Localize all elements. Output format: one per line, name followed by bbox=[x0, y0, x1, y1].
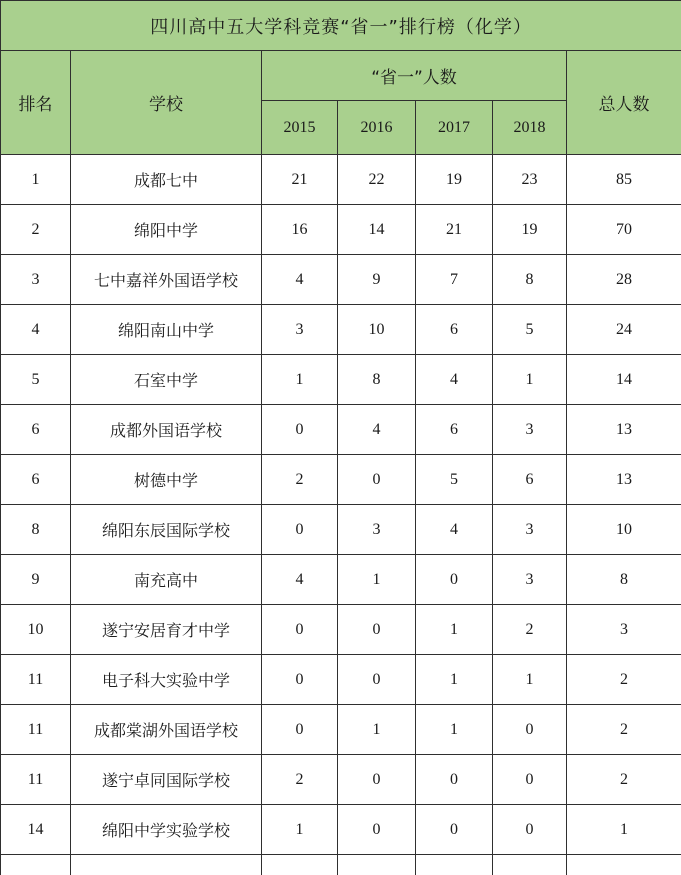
count-2016-cell: 9 bbox=[338, 255, 416, 305]
table-row bbox=[1, 655, 681, 705]
table-row bbox=[1, 805, 681, 855]
count-2017-cell: 6 bbox=[416, 405, 493, 455]
total-cell: 2 bbox=[567, 655, 681, 705]
count-2015-cell: 2 bbox=[262, 755, 338, 805]
table-row bbox=[1, 455, 681, 505]
count-2016-cell: 22 bbox=[338, 155, 416, 205]
rank-cell: 14 bbox=[1, 805, 71, 855]
total-cell: 28 bbox=[567, 255, 681, 305]
school-cell: 遂宁卓同国际学校 bbox=[71, 755, 262, 805]
rank-cell: 11 bbox=[1, 755, 71, 805]
count-2016-cell: 10 bbox=[338, 305, 416, 355]
count-2015-cell: 21 bbox=[262, 155, 338, 205]
school-cell: 成都外国语学校 bbox=[71, 405, 262, 455]
total-cell: 24 bbox=[567, 305, 681, 355]
count-2015-cell: 0 bbox=[262, 505, 338, 555]
school-cell: 绵阳中学 bbox=[71, 205, 262, 255]
group-header: “省一”人数 bbox=[262, 51, 567, 101]
total-cell: 13 bbox=[567, 405, 681, 455]
count-2017-cell: 0 bbox=[416, 555, 493, 605]
count-2016-cell: 0 bbox=[338, 455, 416, 505]
count-2018-cell: 1 bbox=[493, 655, 567, 705]
rank-cell: 9 bbox=[1, 555, 71, 605]
count-2017-cell: 4 bbox=[416, 505, 493, 555]
total-cell: 2 bbox=[567, 755, 681, 805]
school-cell: 成都棠湖外国语学校 bbox=[71, 705, 262, 755]
count-2017-cell: 7 bbox=[416, 255, 493, 305]
table-row bbox=[1, 605, 681, 655]
count-2018-cell: 3 bbox=[493, 555, 567, 605]
year-header-2018: 2018 bbox=[493, 101, 567, 155]
count-2015-cell: 16 bbox=[262, 205, 338, 255]
table-row bbox=[1, 505, 681, 555]
count-2016-cell: 0 bbox=[338, 605, 416, 655]
count-2016-cell: 14 bbox=[338, 205, 416, 255]
school-cell: 南充高中 bbox=[71, 555, 262, 605]
table-row bbox=[1, 755, 681, 805]
school-cell: 七中嘉祥外国语学校 bbox=[71, 255, 262, 305]
count-2016-cell: 1 bbox=[338, 705, 416, 755]
count-2017-cell: 4 bbox=[416, 355, 493, 405]
rank-cell: 10 bbox=[1, 605, 71, 655]
count-2018-cell: 0 bbox=[493, 805, 567, 855]
count-2018-cell: 0 bbox=[493, 755, 567, 805]
count-2017-cell: 1 bbox=[416, 605, 493, 655]
total-cell: 14 bbox=[567, 355, 681, 405]
count-2017-cell: 6 bbox=[416, 305, 493, 355]
count-2015-cell: 3 bbox=[262, 305, 338, 355]
count-2017-cell: 0 bbox=[416, 805, 493, 855]
total-cell: 13 bbox=[567, 455, 681, 505]
rank-cell: 1 bbox=[1, 155, 71, 205]
table-row bbox=[1, 555, 681, 605]
header-row-top bbox=[1, 51, 681, 101]
count-2015-cell: 4 bbox=[262, 255, 338, 305]
total-cell: 70 bbox=[567, 205, 681, 255]
count-2016-cell: 8 bbox=[338, 355, 416, 405]
count-2018-cell: 3 bbox=[493, 405, 567, 455]
count-2015-cell: 0 bbox=[262, 705, 338, 755]
count-2015-cell: 4 bbox=[262, 555, 338, 605]
rank-cell: 11 bbox=[1, 705, 71, 755]
count-2018-cell: 6 bbox=[493, 455, 567, 505]
table-row bbox=[1, 155, 681, 205]
rank-cell: 8 bbox=[1, 505, 71, 555]
rank-header: 排名 bbox=[1, 51, 71, 155]
rank-cell: 3 bbox=[1, 255, 71, 305]
count-2016-cell: 0 bbox=[338, 655, 416, 705]
table-title: 四川高中五大学科竞赛“省一”排行榜（化学） bbox=[1, 1, 681, 51]
total-cell: 10 bbox=[567, 505, 681, 555]
school-cell: 遂宁安居育才中学 bbox=[71, 605, 262, 655]
count-2017-cell: 1 bbox=[416, 705, 493, 755]
table-row bbox=[1, 255, 681, 305]
rank-cell: 5 bbox=[1, 355, 71, 405]
table-row bbox=[1, 355, 681, 405]
count-2015-cell: 1 bbox=[262, 805, 338, 855]
total-cell: 85 bbox=[567, 155, 681, 205]
rank-cell: 6 bbox=[1, 405, 71, 455]
count-2015-cell: 0 bbox=[262, 655, 338, 705]
count-2016-cell: 0 bbox=[338, 805, 416, 855]
school-cell: 石室中学 bbox=[71, 355, 262, 405]
school-header: 学校 bbox=[71, 51, 262, 155]
count-2018-cell: 1 bbox=[493, 355, 567, 405]
count-2015-cell: 2 bbox=[262, 455, 338, 505]
count-2018-cell: 23 bbox=[493, 155, 567, 205]
count-2016-cell: 0 bbox=[338, 755, 416, 805]
school-cell: 绵阳东辰国际学校 bbox=[71, 505, 262, 555]
school-cell: 电子科大实验中学 bbox=[71, 655, 262, 705]
total-cell: 2 bbox=[567, 705, 681, 755]
count-2017-cell: 1 bbox=[416, 655, 493, 705]
count-2015-cell: 0 bbox=[262, 605, 338, 655]
count-2017-cell: 0 bbox=[416, 755, 493, 805]
rank-cell: 6 bbox=[1, 455, 71, 505]
count-2016-cell: 3 bbox=[338, 505, 416, 555]
rank-cell: 2 bbox=[1, 205, 71, 255]
school-cell: 绵阳南山中学 bbox=[71, 305, 262, 355]
count-2016-cell: 1 bbox=[338, 555, 416, 605]
count-2018-cell: 19 bbox=[493, 205, 567, 255]
count-2017-cell: 5 bbox=[416, 455, 493, 505]
year-header-2015: 2015 bbox=[262, 101, 338, 155]
count-2016-cell: 4 bbox=[338, 405, 416, 455]
count-2017-cell: 19 bbox=[416, 155, 493, 205]
table-row bbox=[1, 305, 681, 355]
school-cell: 绵阳中学实验学校 bbox=[71, 805, 262, 855]
count-2015-cell: 1 bbox=[262, 355, 338, 405]
table-row bbox=[1, 405, 681, 455]
table-row bbox=[1, 705, 681, 755]
count-2018-cell: 5 bbox=[493, 305, 567, 355]
total-cell: 3 bbox=[567, 605, 681, 655]
school-cell: 成都七中 bbox=[71, 155, 262, 205]
count-2018-cell: 8 bbox=[493, 255, 567, 305]
school-cell: 树德中学 bbox=[71, 455, 262, 505]
total-header: 总人数 bbox=[567, 51, 681, 155]
year-header-2016: 2016 bbox=[338, 101, 416, 155]
count-2018-cell: 3 bbox=[493, 505, 567, 555]
count-2018-cell: 0 bbox=[493, 705, 567, 755]
count-2017-cell: 21 bbox=[416, 205, 493, 255]
count-2015-cell: 0 bbox=[262, 405, 338, 455]
table-row bbox=[1, 205, 681, 255]
count-2018-cell: 2 bbox=[493, 605, 567, 655]
rank-cell: 11 bbox=[1, 655, 71, 705]
total-cell: 8 bbox=[567, 555, 681, 605]
total-cell: 1 bbox=[567, 805, 681, 855]
year-header-2017: 2017 bbox=[416, 101, 493, 155]
title-row bbox=[1, 1, 681, 51]
rank-cell: 4 bbox=[1, 305, 71, 355]
